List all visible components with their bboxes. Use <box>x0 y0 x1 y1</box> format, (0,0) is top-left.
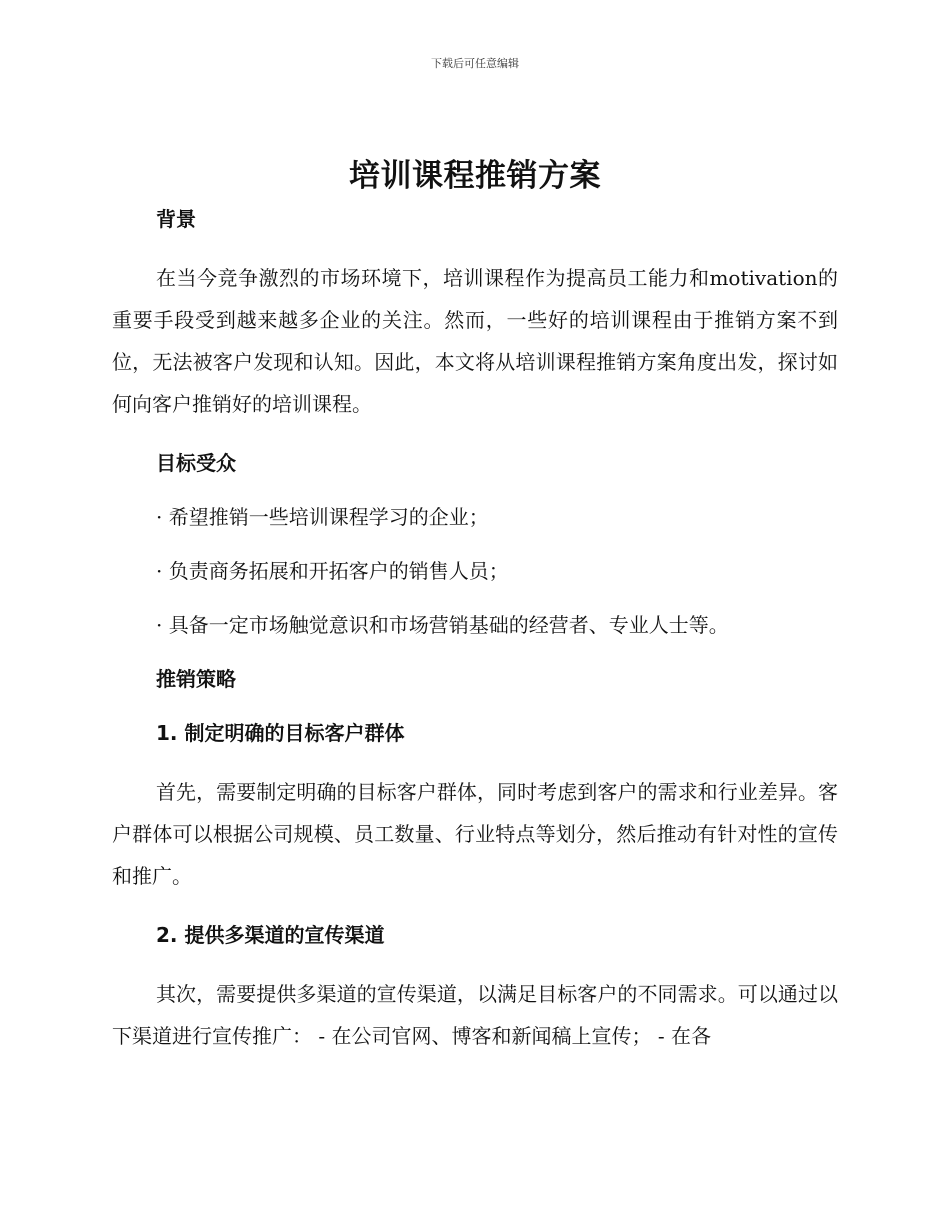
document-body <box>112 203 838 1057</box>
section-heading-audience: 目标受众 <box>156 451 236 475</box>
background-paragraph: 在当今竞争激烈的市场环境下，培训课程作为提高员工能力和motivation的重要手段受到越来越多企业的关注。然而，一些好的培训课程由于推销方案不到位，无法被客户发现和认知。因此，本文将从培训课程推销方案角度出发，探讨如何向客户推销好的培训课程。 <box>112 266 838 416</box>
list-item: · 希望推销一些培训课程学习的企业； <box>156 505 489 529</box>
list-item: · 负责商务拓展和开拓客户的销售人员； <box>156 559 509 583</box>
audience-list <box>112 501 838 641</box>
target-customers-paragraph: 首先，需要制定明确的目标客户群体，同时考虑到客户的需求和行业差异。客户群体可以根据公司规模、员工数量、行业特点等划分，然后推动有针对性的宣传和推广。 <box>112 780 838 888</box>
subsection-heading-channels: 2. 提供多渠道的宣传渠道 <box>156 923 385 947</box>
subsection-heading-target-customers: 1. 制定明确的目标客户群体 <box>156 721 405 745</box>
channels-paragraph: 其次，需要提供多渠道的宣传渠道，以满足目标客户的不同需求。可以通过以下渠道进行宣传推广： - 在公司官网、博客和新闻稿上宣传； - 在各 <box>112 982 838 1048</box>
section-heading-background: 背景 <box>156 207 196 231</box>
list-item: · 具备一定市场触觉意识和市场营销基础的经营者、专业人士等。 <box>156 613 729 637</box>
section-heading-strategy: 推销策略 <box>156 667 236 691</box>
document-title: 培训课程推销方案 <box>349 158 601 194</box>
page-header-note: 下载后可任意编辑 <box>431 57 519 70</box>
